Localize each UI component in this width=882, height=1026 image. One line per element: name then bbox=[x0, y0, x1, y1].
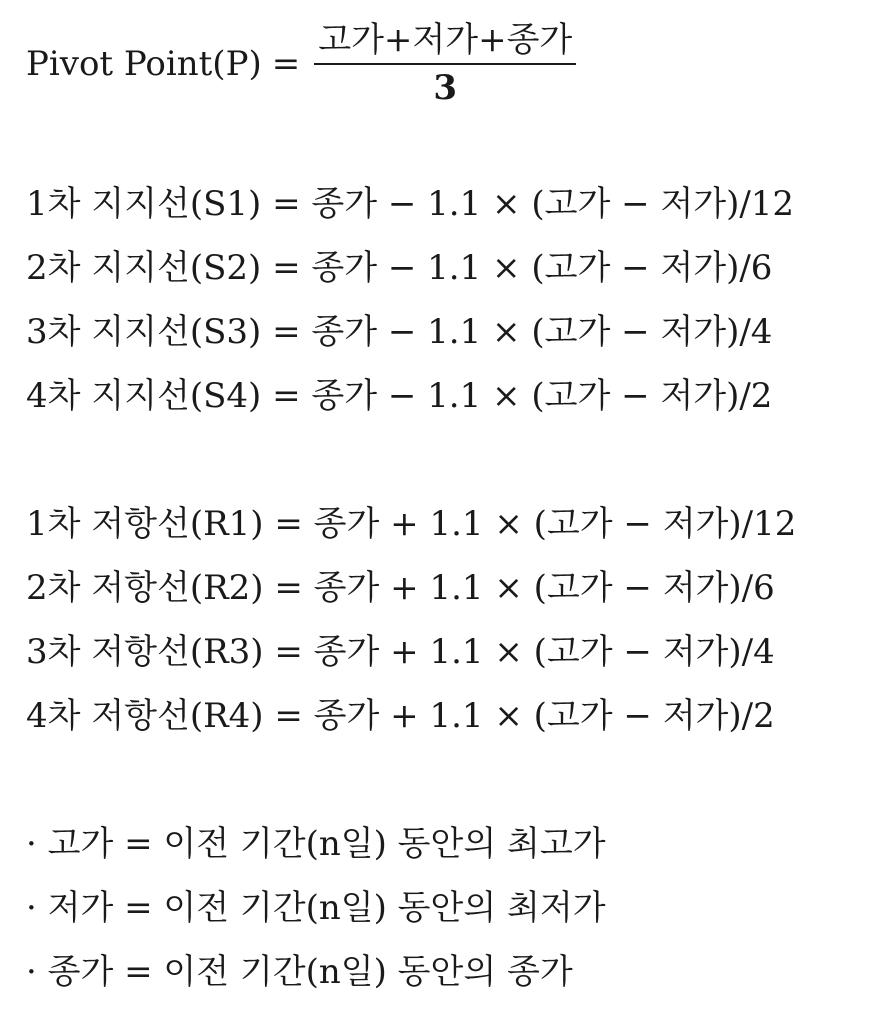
resistance-line-r4: 4차 저항선(R4) = 종가 + 1.1 × (고가 − 저가)/2 bbox=[26, 696, 775, 736]
pivot-label: Pivot Point(P) bbox=[26, 44, 262, 84]
definition-close: · 종가 = 이전 기간(n일) 동안의 종가 bbox=[26, 952, 573, 992]
definition-low: · 저가 = 이전 기간(n일) 동안의 최저가 bbox=[26, 888, 606, 928]
resistance-line-r3: 3차 저항선(R3) = 종가 + 1.1 × (고가 − 저가)/4 bbox=[26, 632, 775, 672]
equals-sign: = bbox=[271, 44, 301, 84]
fraction-numerator: 고가+저가+종가 bbox=[318, 20, 573, 60]
support-line-s2: 2차 지지선(S2) = 종가 − 1.1 × (고가 − 저가)/6 bbox=[26, 248, 773, 288]
definition-high: · 고가 = 이전 기간(n일) 동안의 최고가 bbox=[26, 824, 606, 864]
resistance-line-r1: 1차 저항선(R1) = 종가 + 1.1 × (고가 − 저가)/12 bbox=[26, 504, 797, 544]
support-line-s3: 3차 지지선(S3) = 종가 − 1.1 × (고가 − 저가)/4 bbox=[26, 312, 773, 352]
support-line-s4: 4차 지지선(S4) = 종가 − 1.1 × (고가 − 저가)/2 bbox=[26, 376, 773, 416]
pivot-point-formula bbox=[26, 14, 576, 114]
definitions-list bbox=[26, 812, 606, 1004]
resistance-lines bbox=[26, 492, 796, 748]
fraction-denominator: 3 bbox=[433, 68, 458, 108]
pivot-fraction bbox=[314, 20, 576, 108]
support-line-s1: 1차 지지선(S1) = 종가 − 1.1 × (고가 − 저가)/12 bbox=[26, 184, 795, 224]
resistance-line-r2: 2차 저항선(R2) = 종가 + 1.1 × (고가 − 저가)/6 bbox=[26, 568, 775, 608]
support-lines bbox=[26, 172, 794, 428]
